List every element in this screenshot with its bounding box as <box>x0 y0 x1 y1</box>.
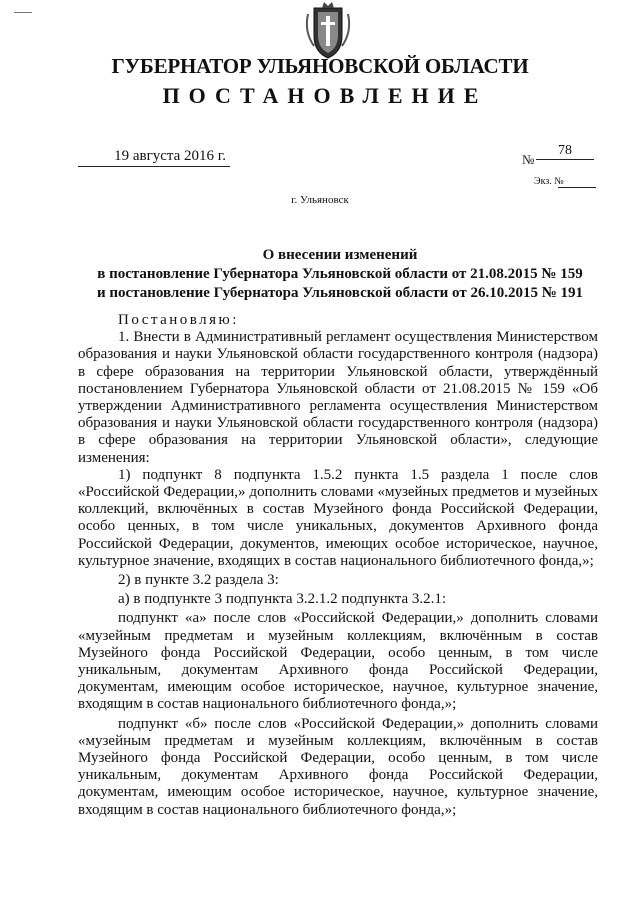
paragraph-6: подпункт «б» после слов «Российской Федерации,» дополнить словами «музейным предметам и музейным коллекциям, включённым в состав Музейного фонда Российской Федерации, особо ценным, в том числе уникальным, документам Архивного фонда Российской Федерации, документам, имеющим особое историческое, научное, культурное значение, входящим в состав национального библиотечного фонда,»; <box>78 715 598 818</box>
authority-heading: ГУБЕРНАТОР УЛЬЯНОВСКОЙ ОБЛАСТИ <box>111 54 529 78</box>
decree-statement: Постановляю: <box>118 312 239 328</box>
document-number: 78 <box>536 143 594 160</box>
title-line-2: в постановление Губернатора Ульяновской области от 21.08.2015 № 159 <box>97 266 583 282</box>
document-title <box>60 246 620 303</box>
city-label: г. Ульяновск <box>291 194 349 206</box>
number-label: № <box>522 152 535 167</box>
document-body <box>78 312 598 819</box>
paragraph-4: а) в подпункте 3 подпункта 3.2.1.2 подпункта 3.2.1: <box>118 591 447 608</box>
copy-number-label: Экз. № <box>534 176 564 187</box>
document-date: 19 августа 2016 г. <box>78 148 230 167</box>
paragraph-2: 1) подпункт 8 подпункта 1.5.2 пункта 1.5 раздела 1 после слов «Российской Федерации,» дополнить словами «музейных предметов и музейных коллекций, включённых в состав Музейного фонда Российской Федерации, особо ценных, в том числе уникальных, документов Архивного фонда Российской Федерации, документов, имеющих особое историческое, научное, культурное значение, входящих в состав национального библиотечного фонда,»; <box>78 466 598 569</box>
paragraph-3: 2) в пункте 3.2 раздела 3: <box>118 572 279 589</box>
document-type-heading: ПОСТАНОВЛЕНИЕ <box>162 83 488 108</box>
coat-of-arms-emblem <box>302 2 354 62</box>
corner-mark <box>14 12 32 13</box>
paragraph-5: подпункт «а» после слов «Российской Федерации,» дополнить словами «музейным предметам и музейным коллекциям, включённым в состав Музейного фонда Российской Федерации, особо ценным, в том числе уникальным, документам Архивного фонда Российской Федерации, документам, имеющим особое историческое, научное, культурное значение, входящим в состав национального библиотечного фонда,»; <box>78 610 598 713</box>
copy-number-line <box>558 187 596 188</box>
paragraph-1: 1. Внести в Административный регламент осуществления Министерством образования и науки Ульяновской области государственного контроля (надзора) в сфере образования на территории Ульяновской области, утверждённый постановлением Губернатора Ульяновской области от 21.08.2015 № 159 «Об утверждении Административного регламента осуществления Министерством образования и науки Ульяновской области государственного контроля (надзора) в сфере образования на территории Ульяновской области», следующие изменения: <box>78 329 598 466</box>
title-line-1: О внесении изменений <box>262 247 418 263</box>
title-line-3: и постановление Губернатора Ульяновской области от 26.10.2015 № 191 <box>96 285 584 301</box>
